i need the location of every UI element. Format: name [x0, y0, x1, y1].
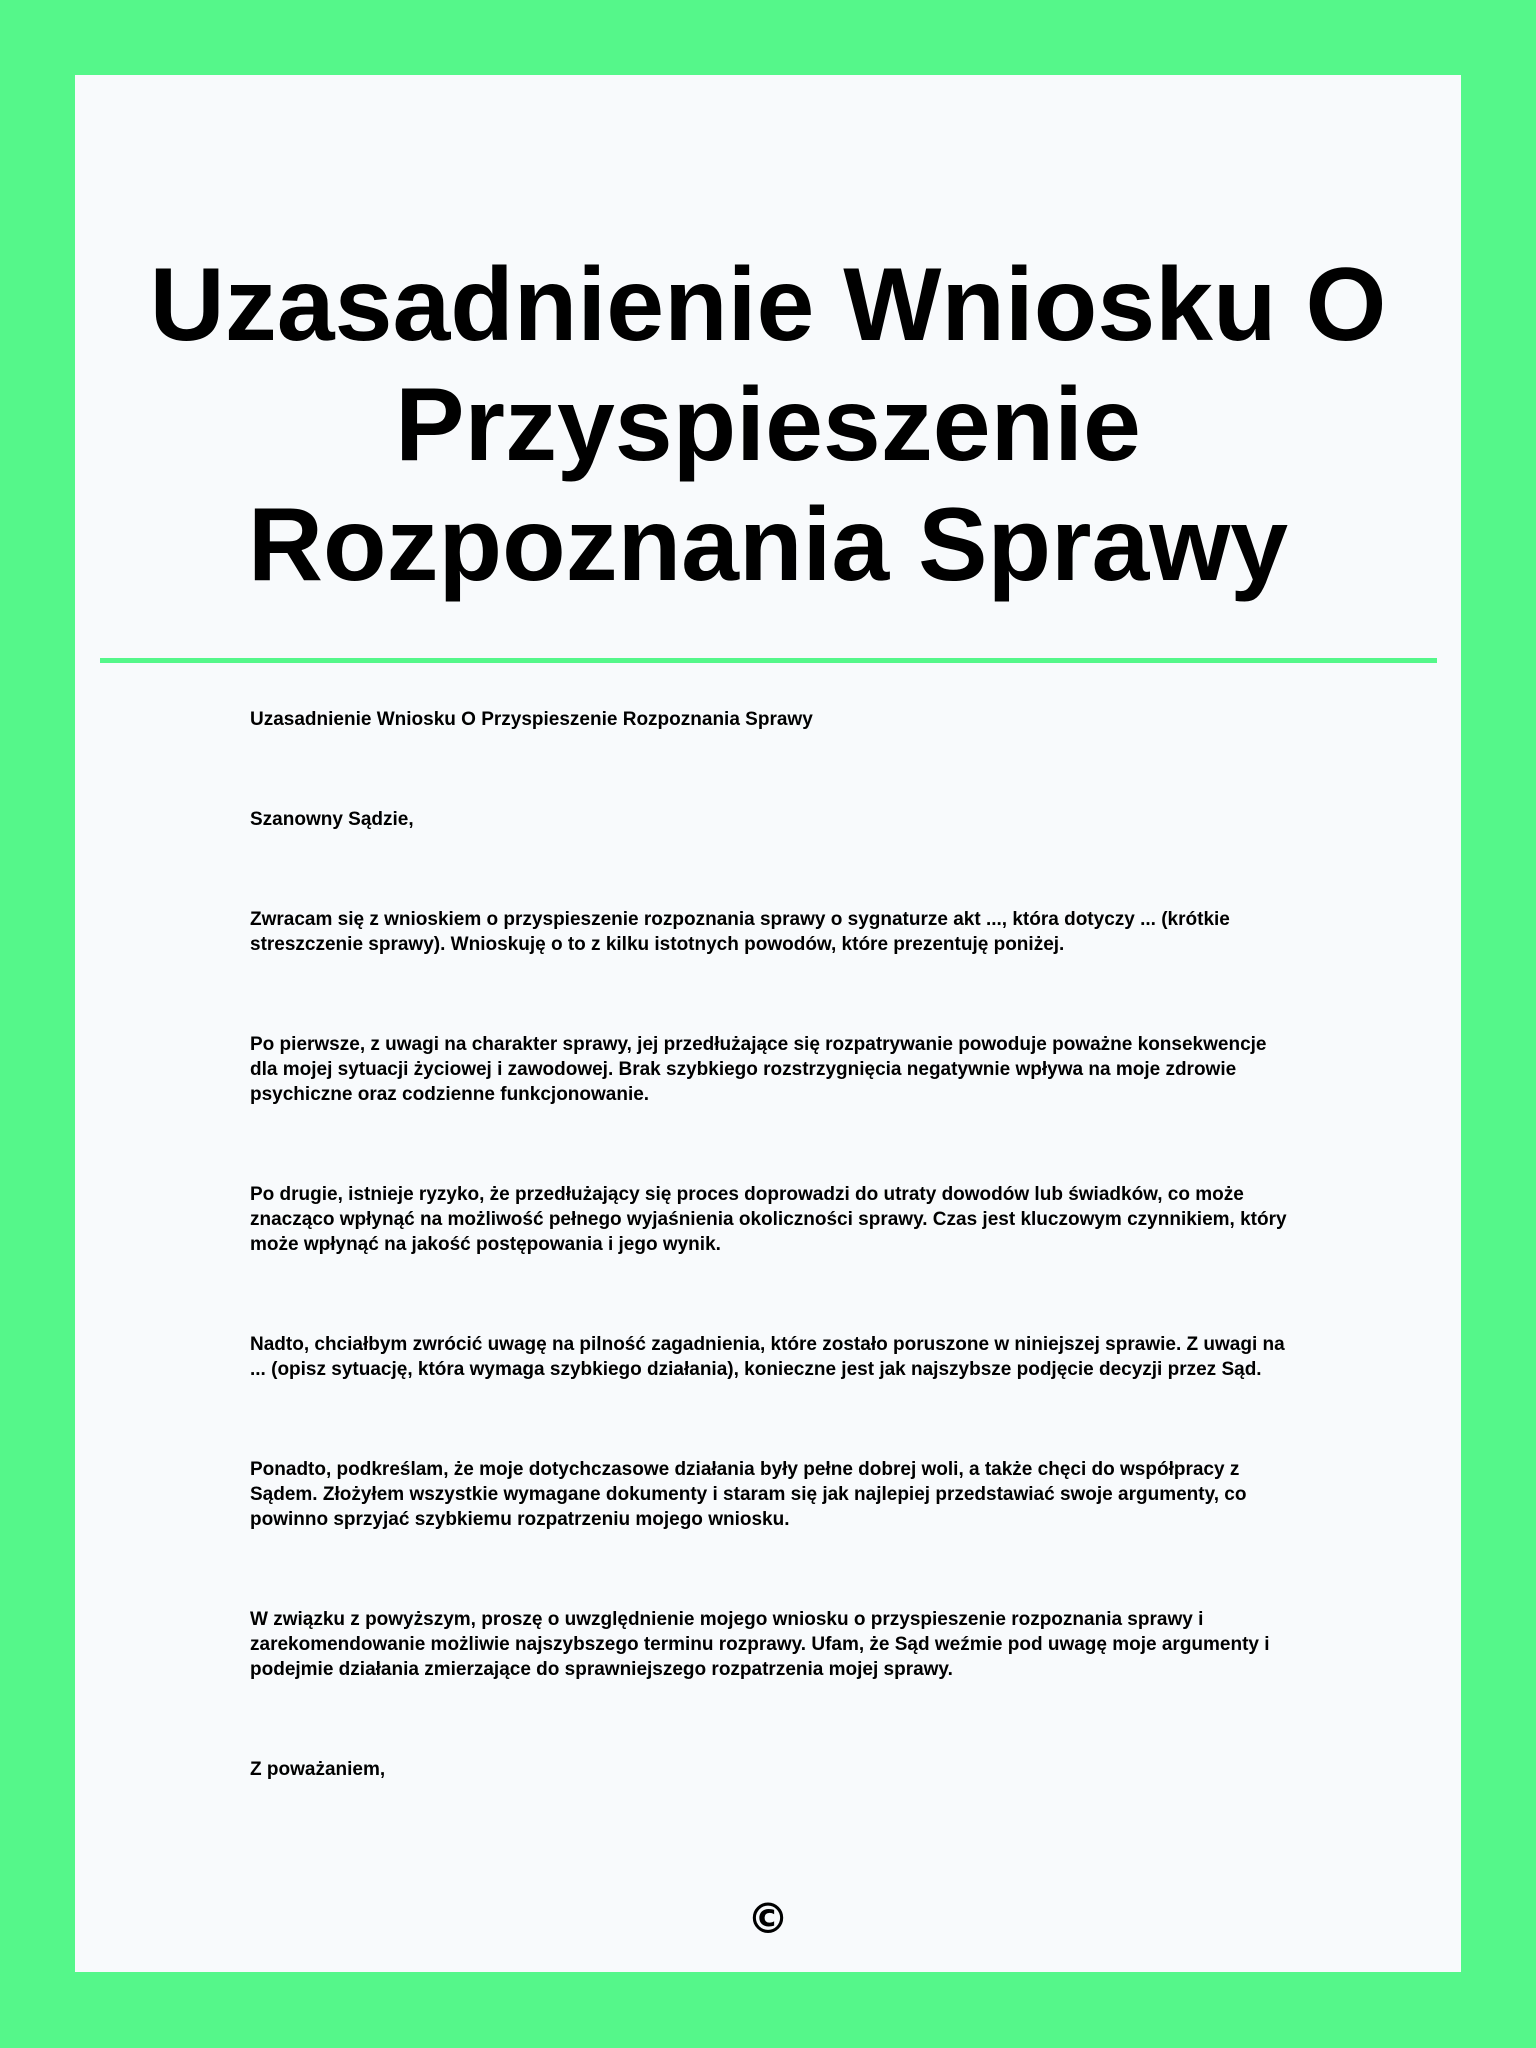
letter-paragraph: W związku z powyższym, proszę o uwzględnienie mojego wniosku o przyspieszenie rozpoznania sprawy i zarekomendowanie możliwie najszybszego terminu rozprawy. Ufam, że Sąd weźmie pod uwagę moje argumenty i podejmie działania zmierzające do sprawniejszego rozpatrzenia mojej sprawy.	[250, 1609, 1270, 1680]
title-divider	[100, 658, 1437, 663]
document-page	[75, 75, 1461, 1972]
letter-paragraph: Po drugie, istnieje ryzyko, że przedłużający się proces doprowadzi do utraty dowodów lub świadków, co może znacząco wpłynąć na możliwość pełnego wyjaśnienia okoliczności sprawy. Czas jest kluczowym czynnikiem, który może wpłynąć na jakość postępowania i jego wynik.	[250, 1184, 1287, 1255]
letter-closing: Z poważaniem,	[250, 1759, 386, 1780]
page-title: Uzasadnienie Wniosku O Przyspieszenie Rozpoznania Sprawy	[149, 247, 1387, 603]
letter-paragraph: Ponadto, podkreślam, że moje dotychczasowe działania były pełne dobrej woli, a także chęci do współpracy z Sądem. Złożyłem wszystkie wymagane dokumenty i staram się jak najlepiej przedstawiać swoje argumenty, co powinno sprzyjać szybkiemu rozpatrzeniu mojego wniosku.	[250, 1459, 1247, 1530]
letter-paragraph: Zwracam się z wnioskiem o przyspieszenie rozpoznania sprawy o sygnaturze akt ..., która dotyczy ... (krótkie streszczenie sprawy). Wnioskuję o to z kilku istotnych powodów, które prezentuję poniżej.	[250, 909, 1230, 955]
letter-paragraph: Po pierwsze, z uwagi na charakter sprawy, jej przedłużające się rozpatrywanie powoduje poważne konsekwencje dla mojej sytuacji życiowej i zawodowej. Brak szybkiego rozstrzygnięcia negatywnie wpływa na moje zdrowie psychiczne oraz codzienne funkcjonowanie.	[250, 1034, 1267, 1105]
letter-heading: Uzasadnienie Wniosku O Przyspieszenie Rozpoznania Sprawy	[250, 709, 813, 730]
letter-paragraph: Nadto, chciałbym zwrócić uwagę na pilność zagadnienia, które zostało poruszone w niniejszej sprawie. Z uwagi na ... (opisz sytuację, która wymaga szybkiego działania), konieczne jest jak najszybsze podjęcie decyzji przez Sąd.	[250, 1334, 1285, 1380]
copyright-icon: ©	[747, 1894, 789, 1943]
letter-body	[250, 707, 1290, 1857]
letter-salutation: Szanowny Sądzie,	[250, 809, 414, 830]
